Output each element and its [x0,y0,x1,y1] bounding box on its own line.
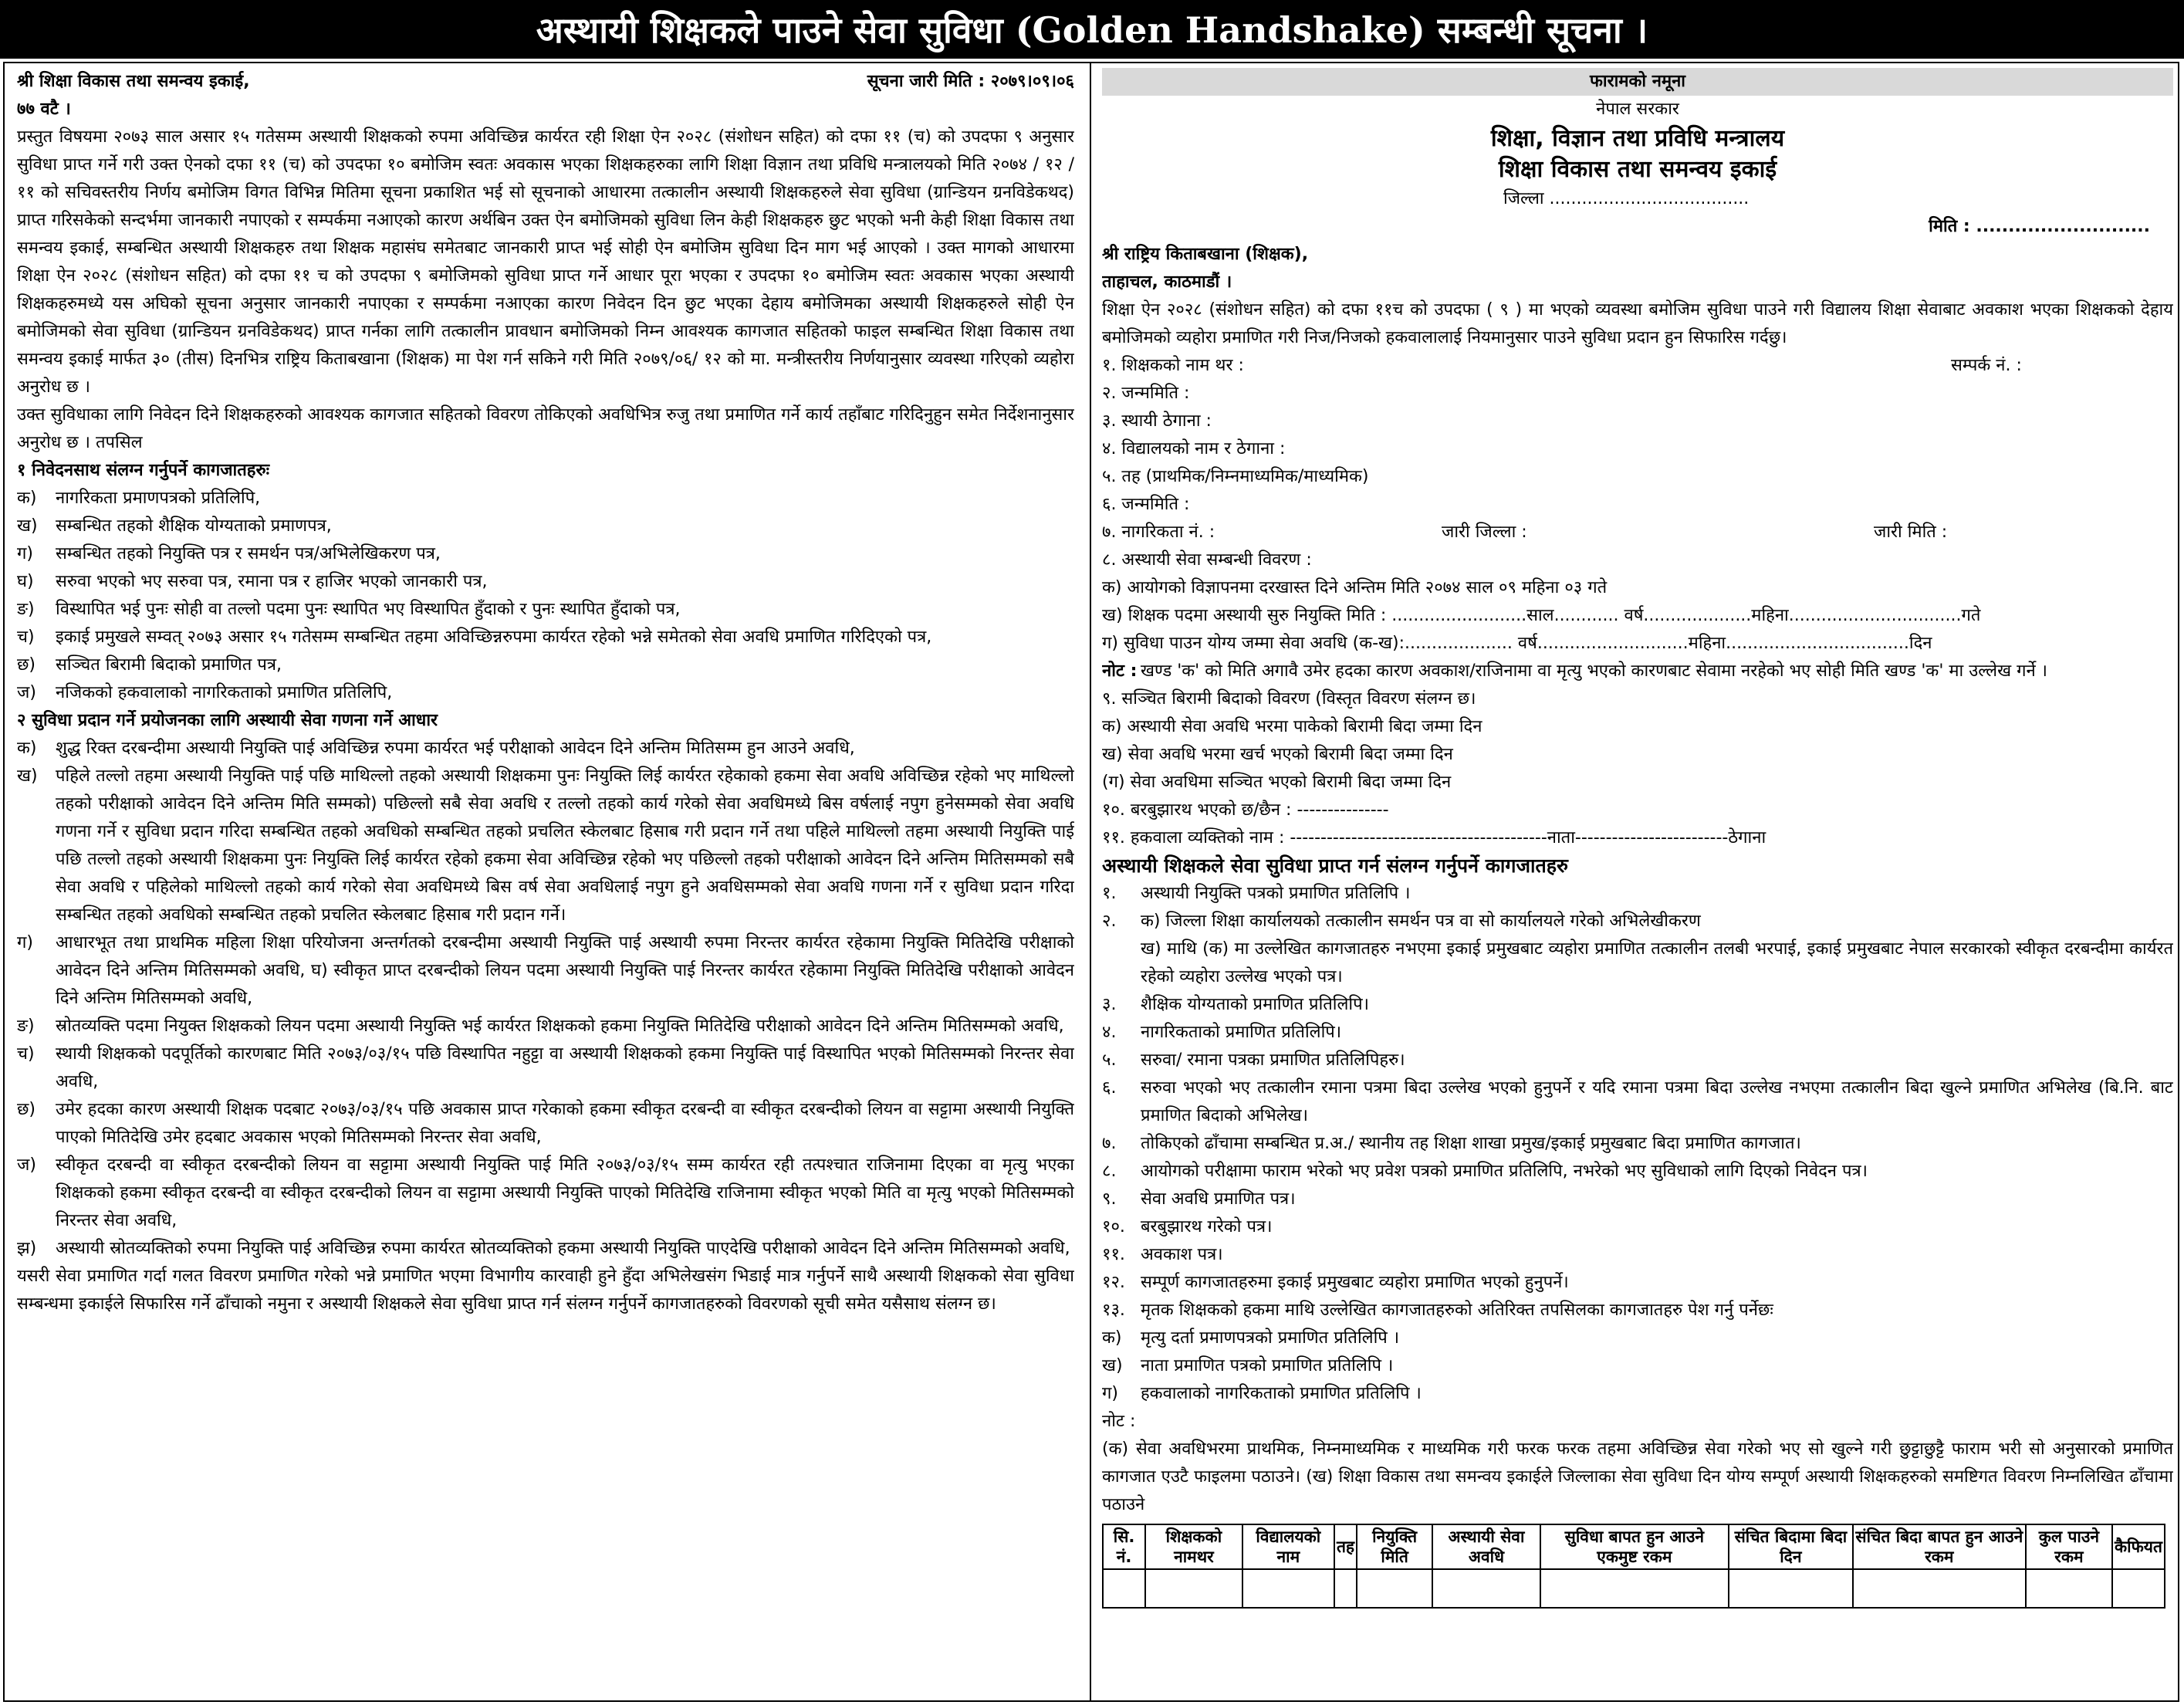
service-basis-item-marker: च) [17,1044,35,1064]
attachment-item-text: क) जिल्ला शिक्षा कार्यालयको तत्कालीन समर्थन पत्र वा सो कार्यालयले गरेको अभिलेखीकरण [1141,912,1701,931]
section-2-title: २ सुविधा प्रदान गर्ने प्रयोजनका लागि अस्थायी सेवा गणना गर्ने आधार [17,711,438,730]
field-8b: ख) शिक्षक पदमा अस्थायी सुरु नियुक्ति मिति : .........................साल............ वर्ष....................महिना................................गते [1102,606,1981,625]
table-cell [1145,1569,1242,1608]
field-9: ९. सञ्चित बिरामी बिदाको विवरण (विस्तृत विवरण संलग्न छ। [1102,689,1476,709]
table-header-cell: सि. नं. [1103,1524,1145,1569]
attachment-item [1102,991,2173,1019]
field-4: ४. विद्यालयको नाम र ठेगाना : [1102,439,1286,458]
section-1-title: १ निवेदनसाथ संलग्न गर्नुपर्ने कागजातहरुः [17,461,270,480]
field-9a: क) अस्थायी सेवा अवधि भरमा पाकेको बिरामी बिदा जम्मा दिन [1102,717,1482,736]
service-basis-item [17,763,1074,929]
service-basis-item-marker: ग) [17,933,33,952]
required-document-item-marker: ज) [17,683,36,702]
required-document-item [17,651,1074,679]
attachment-item [1102,1241,2173,1269]
required-document-item-marker: ङ) [17,600,35,619]
note-text: खण्ड 'क' को मिति अगावै उमेर हदका कारण अवकाश/राजिनामा वा मृत्यु भएको कारणबाट सेवामा नरहेको भए सोही मिति खण्ड 'क' मा उल्लेख गर्ने । [1141,661,2048,681]
note-label: नोट : [1102,661,1138,681]
intro-paragraph: प्रस्तुत विषयमा २०७३ साल असार १५ गतेसम्म अस्थायी शिक्षकको रुपमा अविच्छिन्न कार्यरत रही शिक्षा ऐन २०२८ (संशोधन सहित) को दफा ११ (च) को उपदफा ९ अनुसार सुविधा प्राप्त गर्ने गरी उक्त ऐनको दफा ११ (च) को उपदफा १० बमोजिम स्वतः अवकास भएका शिक्षकहरुका लागि शिक्षा विज्ञान तथा प्रविधि मन्त्रालयको मिति २०७४ / १२ / ११ को सचिवस्तरीय निर्णय बमोजिम विगत विभिन्न मितिमा सूचना प्रकाशित भई सो सूचनाको आधारमा तत्कालीन अस्थायी शिक्षकहरुले सेवा सुविधा (ग्रान्डियन ग्रनविडेकथद) प्राप्त गरिसकेको सन्दर्भमा जानकारी नपाएको र सम्पर्कमा नआएको कारण अर्थबिन उक्त ऐन बमोजिमको सुविधा लिन केही शिक्षकहरु छुट भएको भनी केही शिक्षा विकास तथा समन्वय इकाई, सम्बन्धित अस्थायी शिक्षकहरु तथा शिक्षक महासंघ समेतबाट जानकारी प्राप्त भई सोही ऐन बमोजिम सुविधा दिन माग भई आएको । उक्त मागको आधारमा शिक्षा ऐन २०२८ (संशोधन सहित) को दफा ११ च को उपदफा ९ बमोजिमको सुविधा प्राप्त गर्ने आधार पूरा भएका र उपदफा १० बमोजिम स्वतः अवकास भएका अस्थायी शिक्षकहरुमध्ये यस अघिको सूचना अनुसार जानकारी नपाएका र सम्पर्कमा नआएका कारण निवेदन दिन छुट भएका देहाय बमोजिमका अस्थायी शिक्षकहरुले सोही ऐन बमोजिमको सेवा सुविधा (ग्रान्डियन ग्रनविडेकथद) प्राप्त गर्नका लागि तत्कालीन प्रावधान बमोजिमको निम्न आवश्यक कागजात सहितको फाइल सम्बन्धित शिक्षा विकास तथा समन्वय इकाई मार्फत ३० (तीस) दिनभित्र राष्ट्रिय किताबखाना (शिक्षक) मा पेश गर्न सकिने गरी मिति २०७९/०६/ १२ को मा. मन्त्रीस्तरीय निर्णयानुसार व्यवस्था गरिएको व्यहोरा अनुरोध छ । [17,127,1074,397]
service-basis-item-marker: क) [17,739,37,758]
service-basis-item [17,1152,1074,1235]
closing-paragraph: यसरी सेवा प्रमाणित गर्दा गलत विवरण प्रमाणित गरेको भन्ने प्रमाणित भएमा विभागीय कारवाही हुने हुँदा अभिलेखसंग भिडाई मात्र गर्नुपर्ने साथै अस्थायी शिक्षकको सेवा सुविधा सम्बन्धमा इकाईले सिफारिस गर्ने ढाँचाको नमुना र अस्थायी शिक्षकले सेवा सुविधा प्राप्त गर्न संलग्न गर्नुपर्ने कागजातहरुको विवरणको सूची समेत यसैसाथ संलग्न छ। [17,1267,1074,1314]
note-2-text: (क) सेवा अवधिभरमा प्राथमिक, निम्नमाध्यमिक र माध्यमिक गरी फरक फरक तहमा अविच्छिन्न सेवा गरेको भए सो खुल्ने गरी छुट्टाछुट्टै फाराम भरी सो अनुसारको प्रमाणित कागजात एउटै फाइलमा पठाउने। (ख) शिक्षा विकास तथा समन्वय इकाईले जिल्लाका सेवा सुविधा दिन योग्य सम्पूर्ण अस्थायी शिक्षकहरुको समष्टिगत विवरण निम्नलिखित ढाँचामा पठाउने [1102,1439,2173,1514]
required-document-item [17,596,1074,624]
issue-date-field: जारी मिति : [1874,523,1948,542]
table-header-cell: सुविधा बापत हुन आउने एकमुष्ट रकम [1540,1524,1729,1569]
attachment-item-marker: १. [1102,884,1117,903]
required-document-item-text: इकाई प्रमुखले सम्वत् २०७३ असार १५ गतेसम्म सम्बन्धित तहमा अविच्छिन्नरुपमा कार्यरत रहेको भन्ने समेतको सेवा अवधि प्रमाणित गरिदिएको पत्र, [56,628,932,647]
deceased-document-item-text: नाता प्रमाणित पत्रको प्रमाणित प्रतिलिपि । [1141,1356,1394,1375]
request-paragraph: उक्त सुविधाका लागि निवेदन दिने शिक्षकहरुको आवश्यक कागजात सहितको विवरण तोकिएको अवधिभित्र रुजु तथा प्रमाणित गर्ने कार्य तहाँबाट गरिदिनुहुन समेत निर्देशनानुसार अनुरोध छ । तपसिल [17,405,1074,452]
service-basis-item [17,1096,1074,1152]
field-7-row [1102,519,2173,546]
column-divider [1090,63,1091,1700]
attachment-item-marker: ७. [1102,1134,1117,1153]
attachment-item-text: अस्थायी नियुक्ति पत्रको प्रमाणित प्रतिलिपि । [1141,884,1411,903]
citizenship-no-field: ७. नागरिकता नं. : [1102,523,1215,542]
attachment-item [1102,1297,2173,1324]
table-header-cell: शिक्षकको नामथर [1145,1524,1242,1569]
service-basis-item-text: आधारभूत तथा प्राथमिक महिला शिक्षा परियोजना अन्तर्गतको दरबन्दीमा अस्थायी नियुक्ति पाई अस्थायी रुपमा निरन्तर कार्यरत रहेकामा नियुक्ति मितिदेखि परीक्षाको आवेदन दिने अन्तिम मितिसम्मको अवधि, घ) स्वीकृत प्राप्त दरबन्दीको लियन पदमा अस्थायी नियुक्ति पाई निरन्तर कार्यरत रहेकामा नियुक्ति मितिदेखि परीक्षाको आवेदन दिने अन्तिम मितिसम्मको अवधि, [56,933,1074,1008]
section-2-list [17,735,1074,1263]
attachment-item-marker: ३. [1102,995,1117,1014]
field-6: ६. जन्ममिति : [1102,495,1190,514]
form-intro: शिक्षा ऐन २०२८ (संशोधन सहित) को दफा ११च को उपदफा ( ९ ) मा भएको व्यवस्था बमोजिम सुविधा पाउने गरी विद्यालय शिक्षा सेवाबाट अवकाश भएका शिक्षकको देहाय बमोजिमको व्यहोरा प्रमाणित गरी निज/निजको हकवालालाई नियमानुसार पाउने सुविधा प्रदान हुन सिफारिस गर्दछु। [1102,300,2173,347]
attachment-item-text: अवकाश पत्र। [1141,1245,1223,1264]
attachment-item-marker: ६. [1102,1078,1117,1098]
table-cell [1334,1569,1357,1608]
attachment-item [1102,1158,2173,1186]
field-9b: ख) सेवा अवधि भरमा खर्च भएको बिरामी बिदा जम्मा दिन [1102,745,1453,764]
service-basis-item-text: उमेर हदका कारण अस्थायी शिक्षक पदबाट २०७३/०३/१५ पछि अवकास प्राप्त गरेकाको हकमा स्वीकृत दरबन्दी वा स्वीकृत दरबन्दीको लियन वा सट्टामा अस्थायी नियुक्ति पाएको मितिदेखि उमेर हदबाट अवकास भएको मितिसम्मको निरन्तर सेवा अवधि, [56,1100,1074,1147]
left-column [17,68,1074,1697]
service-basis-item-marker: ङ) [17,1017,35,1036]
table-row [1103,1569,2165,1608]
service-basis-item [17,1013,1074,1040]
service-basis-item-text: स्वीकृत दरबन्दी वा स्वीकृत दरबन्दीको लियन वा सट्टामा अस्थायी नियुक्ति पाई मिति २०७३/०३/१५ सम्म कार्यरत रही तत्पश्चात राजिनामा दिएका वा मृत्यु भएका शिक्षकको हकमा स्वीकृत दरबन्दी वा स्वीकृत दरबन्दीको लियन वा सट्टामा अस्थायी नियुक्ति पाएको मितिदेखि राजिनामा स्वीकृत भएको मिति वा मृत्यु भएको मितिसम्मको निरन्तर सेवा अवधि, [56,1155,1074,1230]
documents-list [1102,880,2173,1324]
table-cell [1357,1569,1432,1608]
teacher-name-field: १. शिक्षकको नाम थर : [1102,356,1244,375]
section-1-list [17,485,1074,707]
field-3: ३. स्थायी ठेगाना : [1102,411,1212,431]
attachment-item [1102,1019,2173,1047]
required-document-item [17,624,1074,651]
attachment-item [1102,935,2173,991]
service-basis-item-text: स्थायी शिक्षकको पदपूर्तिको कारणबाट मिति २०७३/०३/१५ पछि विस्थापित नहुट्टा वा अस्थायी शिक्षकको हकमा नियुक्ति पाई विस्थापित भएको मितिसम्मको निरन्तर सेवा अवधि, [56,1044,1074,1091]
field-1-row [1102,352,2173,380]
note-2-label: नोट : [1102,1412,1136,1431]
service-basis-item [17,1235,1074,1263]
attachment-item-text: बरबुझारथ गरेको पत्र। [1141,1217,1273,1236]
attachment-item-text: सरुवा/ रमाना पत्रका प्रमाणित प्रतिलिपिहरु। [1141,1050,1405,1070]
attachment-item [1102,908,2173,935]
right-column [1102,68,2173,1697]
required-document-item-marker: छ) [17,655,36,675]
attachment-item-text: ख) माथि (क) मा उल्लेखित कागजातहरु नभएमा इकाई प्रमुखबाट व्यहोरा प्रमाणित तत्कालीन तलबी भरपाई, इकाई प्रमुखबाट नेपाल सरकारको स्वीकृत दरबन्दीमा कार्यरत रहेको व्यहोरा उल्लेख भएको पत्र। [1141,939,2173,986]
service-basis-item-marker: ज) [17,1155,36,1175]
form-note [1102,658,2173,685]
required-document-item-text: नजिकको हकवालाको नागरिकताको प्रमाणित प्रतिलिपि, [56,683,393,702]
date-field: मिति : ........................... [1929,217,2150,236]
header-row [17,68,1074,96]
required-document-item-marker: क) [17,489,37,508]
required-document-item-marker: च) [17,628,35,647]
table-header-cell: विद्यालयको नाम [1242,1524,1334,1569]
required-document-item-text: सञ्चित बिरामी बिदाको प्रमाणित पत्र, [56,655,282,675]
documents-title: अस्थायी शिक्षकले सेवा सुविधा प्राप्त गर्न संलग्न गर्नुपर्ने कागजातहरु [1102,854,1568,877]
required-document-item-text: सम्बन्धित तहको शैक्षिक योग्यताको प्रमाणपत्र, [56,516,332,536]
attachment-item-marker: ४. [1102,1023,1117,1042]
attachment-item-text: नागरिकताको प्रमाणित प्रतिलिपि। [1141,1023,1342,1042]
service-basis-item-text: स्रोतव्यक्ति पदमा नियुक्त शिक्षकको लियन पदमा अस्थायी नियुक्ति भई कार्यरत शिक्षकको हकमा नियुक्ति मितिदेखि परीक्षाको आवेदन दिने अन्तिम मितिसम्मको अवधि, [56,1017,1064,1036]
attachment-item [1102,1047,2173,1074]
field-9c: (ग) सेवा अवधिमा सञ्चित भएको बिरामी बिदा जम्मा दिन [1102,773,1452,792]
unit-name: शिक्षा विकास तथा समन्वय इकाई [1498,156,1777,183]
service-basis-item-marker: ख) [17,766,38,786]
table-cell [1540,1569,1729,1608]
table-cell [1242,1569,1334,1608]
issue-district-field: जारी जिल्ला : [1442,523,1527,542]
addressee: श्री शिक्षा विकास तथा समन्वय इकाई, [17,72,250,91]
deceased-documents-list [1102,1324,2173,1408]
attachment-item [1102,1074,2173,1130]
required-document-item-marker: घ) [17,572,34,591]
summary-table [1102,1524,2165,1609]
service-basis-item [17,735,1074,763]
required-document-item-marker: ग) [17,544,33,563]
attachment-item-text: तोकिएको ढाँचामा सम्बन्धित प्र.अ./ स्थानीय तह शिक्षा शाखा प्रमुख/इकाई प्रमुखबाट बिदा प्रमाणित कागजात। [1141,1134,1801,1153]
required-document-item [17,540,1074,568]
attachment-item-text: आयोगको परीक्षामा फाराम भरेको भए प्रवेश पत्रको प्रमाणित प्रतिलिपि, नभरेको भए सुविधाको लागि दिएको निवेदन पत्र। [1141,1162,1868,1181]
attachment-item-marker: ९. [1102,1189,1117,1209]
deceased-document-item-text: मृत्यु दर्ता प्रमाणपत्रको प्रमाणित प्रतिलिपि । [1141,1328,1400,1348]
attachment-item [1102,880,2173,908]
attachment-item [1102,1269,2173,1297]
required-document-item-text: विस्थापित भई पुनः सोही वा तल्लो पदमा पुनः स्थापित भए विस्थापित हुँदाको र पुनः स्थापित हुँदाको पत्र, [56,600,681,619]
attachment-item [1102,1213,2173,1241]
attachment-item-marker: १२. [1102,1273,1125,1292]
table-header-cell: संचित बिदा बापत हुन आउने रकम [1853,1524,2026,1569]
deceased-document-item-marker: ख) [1102,1356,1123,1375]
service-basis-item-marker: छ) [17,1100,36,1119]
table-header-cell: अस्थायी सेवा अवधि [1432,1524,1540,1569]
field-8: ८. अस्थायी सेवा सम्बन्धी विवरण : [1102,550,1312,570]
deceased-document-item-marker: ग) [1102,1384,1118,1403]
table-cell [1853,1569,2026,1608]
contact-field: सम्पर्क नं. : [1951,356,2022,375]
service-basis-item-text: पहिले तल्लो तहमा अस्थायी नियुक्ति पाई पछि माथिल्लो तहको अस्थायी शिक्षकमा पुनः नियुक्ति लिई कार्यरत रहेकाको हकमा सेवा अवधि अविच्छिन्न रहेको भए माथिल्लो तहको परीक्षाको आवेदन दिने अन्तिम मिति सम्मको) पछिल्लो सबै सेवा अवधि र तल्लो तहको कार्य गरेको सेवा अवधिमध्ये बिस वर्षलाई नपुग हुनेसम्मको सेवा अवधि गणना गर्ने र सुविधा प्रदान गरिदा सम्बन्धित तहको अवधिको सम्बन्धित तहको प्रचलित स्केलबाट हिसाब गरी प्रदान गर्ने तथा पहिले माथिल्लो तहमा अस्थायी नियुक्ति पाई पछि तल्लो तहको अस्थायी शिक्षकमा पुनः नियुक्ति लिई कार्यरत रहेको हकमा सेवा अविच्छिन्न रहेको भए पछिल्लो तहको परीक्षाको आवेदन दिने अन्तिम मितिसम्मको सबै सेवा अवधि र पहिलेको माथिल्लो तहको कार्य गरेको सेवा अवधिमध्ये बिस वर्ष सेवा अवधिलाई नपुग हुने अवधिसम्मको सेवा अवधि गणना गर्ने र सुविधा प्रदान गरिदा सम्बन्धित तहको अवधिको सम्बन्धित तहको प्रचलित स्केलबाट हिसाब गरी प्रदान गर्ने। [56,766,1074,925]
required-document-item [17,513,1074,540]
attachment-item-marker: ५. [1102,1050,1117,1070]
field-11: ११. हकवाला व्यक्तिको नाम : ------------------------------------------नाता-------------------------ठेगाना [1102,828,1766,847]
service-basis-item-text: शुद्ध रिक्त दरबन्दीमा अस्थायी नियुक्ति पाई अविच्छिन्न रुपमा कार्यरत भई परीक्षाको आवेदन दिने अन्तिम मितिसम्म हुन आउने अवधि, [56,739,855,758]
service-basis-item [17,929,1074,1013]
table-header-cell: संचित बिदामा बिदा दिन [1729,1524,1853,1569]
table-header-cell: तह [1334,1524,1357,1569]
required-document-item-text: नागरिकता प्रमाणपत्रको प्रतिलिपि, [56,489,261,508]
attachment-item-text: सम्पूर्ण कागजातहरुमा इकाई प्रमुखबाट व्यहोरा प्रमाणित भएको हुनुपर्ने। [1141,1273,1569,1292]
field-5: ५. तह (प्राथमिक/निम्नमाध्यमिक/माध्यमिक) [1102,467,1369,486]
attachment-item-marker: १०. [1102,1217,1125,1236]
service-basis-item-marker: झ) [17,1239,37,1258]
issue-date: सूचना जारी मिति : २०७९।०९।०६ [867,72,1074,91]
field-10: १०. बरबुझारथ भएको छ/छैन : --------------- [1102,800,1389,820]
attachment-item [1102,1186,2173,1213]
attachment-item [1102,1130,2173,1158]
gov-name: नेपाल सरकार [1596,100,1679,119]
table-header-cell: कैफियत [2112,1524,2165,1569]
attachment-item-text: सरुवा भएको भए तत्कालीन रमाना पत्रमा बिदा उल्लेख भएको हुनुपर्ने र यदि रमाना पत्रमा बिदा उल्लेख नभएमा तत्कालीन बिदा खुल्ने प्रमाणित अभिलेख (बि.नि. बाट प्रमाणित बिदाको अभिलेख। [1141,1078,2173,1125]
recipient-line-1: श्री राष्ट्रिय किताबखाना (शिक्षक), [1102,245,1309,264]
table-header-row [1103,1524,2165,1569]
required-document-item-text: सम्बन्धित तहको नियुक्ति पत्र र समर्थन पत्र/अभिलेखिकरण पत्र, [56,544,441,563]
deceased-document-item-text: हकवालाको नागरिकताको प्रमाणित प्रतिलिपि । [1141,1384,1422,1403]
deceased-document-item [1102,1380,2173,1408]
field-2: २. जन्ममिति : [1102,384,1190,403]
deceased-document-item [1102,1352,2173,1380]
deceased-document-item [1102,1324,2173,1352]
notice-banner-title: अस्थायी शिक्षकले पाउने सेवा सुविधा (Golden Handshake) सम्बन्धी सूचना । [0,0,2184,59]
field-8c: ग) सुविधा पाउन योग्य जम्मा सेवा अवधि (क-ख):.................... वर्ष............................महिना..................................दिन [1102,634,1932,653]
recipient-line-2: ताहाचल, काठमाडौं । [1102,272,1232,292]
table-cell [1103,1569,1145,1608]
attachment-item-marker: ११. [1102,1245,1125,1264]
required-document-item [17,568,1074,596]
service-basis-item [17,1040,1074,1096]
required-document-item-text: सरुवा भएको भए सरुवा पत्र, रमाना पत्र र हाजिर भएको जानकारी पत्र, [56,572,488,591]
field-8a: क) आयोगको विज्ञापनमा दरखास्त दिने अन्तिम मिति २०७४ साल ०९ महिना ०३ गते [1102,578,1608,597]
service-basis-item-text: अस्थायी स्रोतव्यक्तिको रुपमा नियुक्ति पाई अविच्छिन्न रुपमा कार्यरत स्रोतव्यक्तिको हकमा अस्थायी नियुक्ति पाएदेखि परीक्षाको आवेदन दिने अन्तिम मितिसम्मको अवधि, [56,1239,1070,1258]
district-field: जिल्ला ..................................... [1503,189,1750,208]
attachment-item-text: शैक्षिक योग्यताको प्रमाणित प्रतिलिपि। [1141,995,1369,1014]
form-sample-title: फारामको नमूना [1102,68,2173,96]
table-cell [1432,1569,1540,1608]
table-header-cell: कुल पाउने रकम [2026,1524,2112,1569]
table-cell [2112,1569,2165,1608]
required-document-item [17,485,1074,513]
table-cell [2026,1569,2112,1608]
attachment-item-text: सेवा अवधि प्रमाणित पत्र। [1141,1189,1296,1209]
table-header-cell: नियुक्ति मिति [1357,1524,1432,1569]
attachment-item-marker: १३. [1102,1301,1125,1320]
attachment-item-marker: ८. [1102,1162,1117,1181]
required-document-item [17,679,1074,707]
table-cell [1729,1569,1853,1608]
ministry-name: शिक्षा, विज्ञान तथा प्रविधि मन्त्रालय [1490,125,1785,152]
attachment-item-marker: २. [1102,912,1117,931]
attachment-item-text: मृतक शिक्षकको हकमा माथि उल्लेखित कागजातहरुको अतिरिक्त तपसिलका कागजातहरु पेश गर्नु पर्नेछः [1141,1301,1773,1320]
unit-count: ७७ वटै । [17,100,71,119]
deceased-document-item-marker: क) [1102,1328,1122,1348]
required-document-item-marker: ख) [17,516,38,536]
